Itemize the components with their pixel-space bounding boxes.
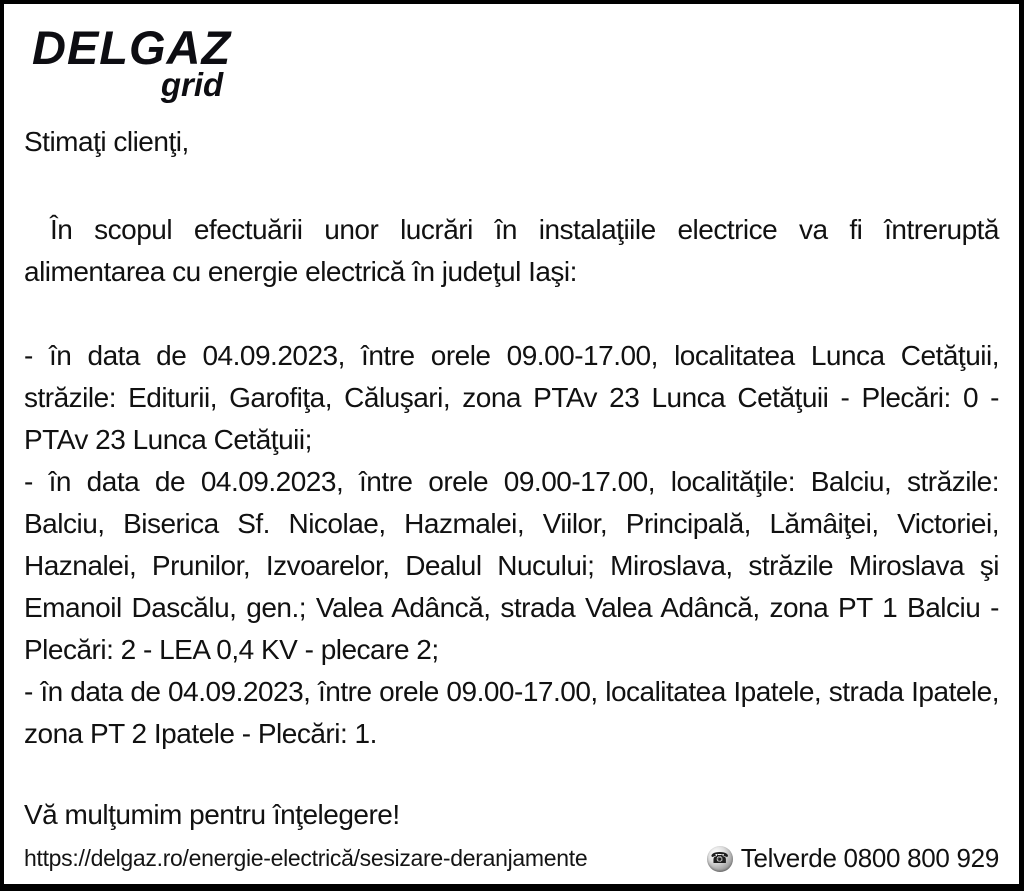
outage-item-ipatele: - în data de 04.09.2023, între orele 09.00-17.00, localitatea Ipatele, strada Ipatele, zona PT 2 Ipatele - Plecări: 1. bbox=[24, 676, 999, 749]
logo-sub-text: grid bbox=[160, 66, 224, 103]
telverde-phone-number: Telverde 0800 800 929 bbox=[740, 843, 999, 873]
footer-url-link[interactable]: https://delgaz.ro/energie-electrică/sesizare-deranjamente bbox=[24, 845, 588, 871]
outage-item-balciu-miroslava: - în data de 04.09.2023, între orele 09.00-17.00, localităţile: Balciu, străzile: Balciu, Biserica Sf. Nicolae, Hazmalei, Viilor, Principală, Lămâiţei, Victoriei, Haznalei, Prunilor, Izvoarelor, Dealul Nucului; Miroslava, străzile Miroslava şi Emanoil Dascălu, gen.; Valea Adâncă, strada Valea Adâncă, zona PT 1 Balciu - Plecări: 2 - LEA 0,4 KV - plecare 2; bbox=[24, 466, 999, 665]
footer-phone-block bbox=[707, 843, 999, 874]
outage-list bbox=[24, 335, 999, 755]
intro-paragraph: În scopul efectuării unor lucrări în instalaţiile electrice va fi întreruptă alimentarea cu energie electrică în judeţul Iaşi: bbox=[24, 214, 999, 287]
footer bbox=[24, 843, 999, 874]
telephone-icon: ☎ bbox=[707, 846, 733, 872]
closing-message: Vă mulţumim pentru înţelegere! bbox=[24, 799, 400, 830]
salutation: Stimaţi clienţi, bbox=[24, 126, 189, 157]
logo-brand-text: DELGAZ bbox=[32, 21, 232, 74]
outage-item-lunca-cetatuii: - în data de 04.09.2023, între orele 09.00-17.00, localitatea Lunca Cetăţuii, străzile: Editurii, Garofiţa, Căluşari, zona PTAv 23 Lunca Cetăţuii - Plecări: 0 - PTAv 23 Lunca Cetăţuii; bbox=[24, 340, 999, 455]
delgaz-grid-logo bbox=[32, 21, 232, 103]
